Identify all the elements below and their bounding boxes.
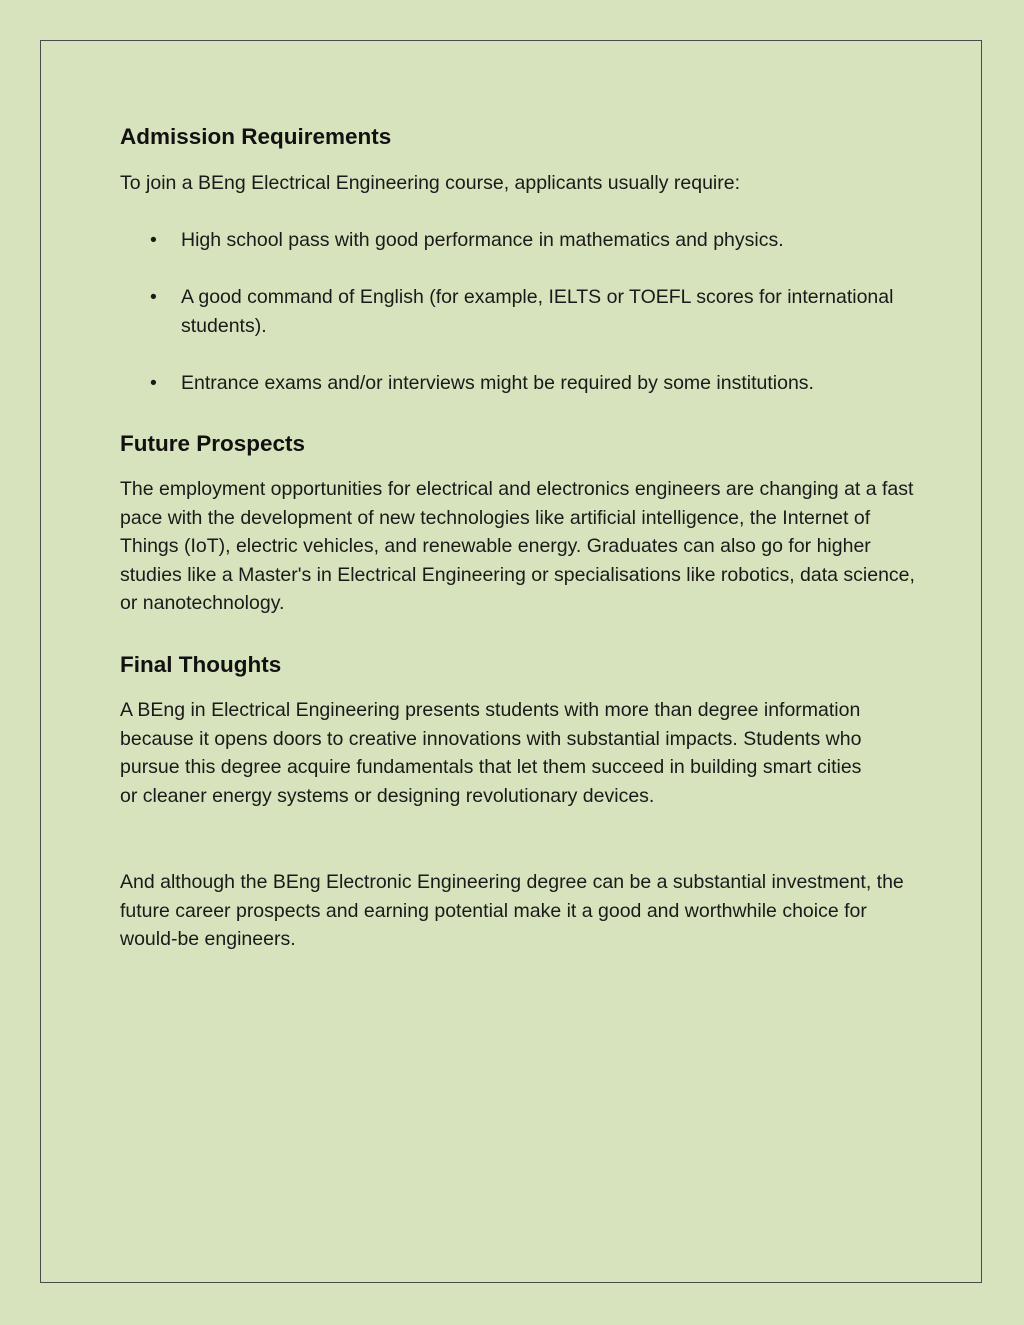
final-thoughts-section	[120, 648, 920, 951]
admission-heading: Admission Requirements	[120, 124, 392, 149]
future-body: The employment opportunities for electrical and electronics engineers are changing at a fast pace with the development of new technologies like artificial intelligence, the Internet of Things (IoT), electric vehicles, and renewable energy. Graduates can also go for higher studies like a Master's in Electrical Engineering or specialisations like robotics, data science, or nanotechnology.	[120, 478, 915, 615]
list-item-text: A good command of English (for example, IELTS or TOEFL scores for international students).	[181, 286, 894, 337]
list-item-text: High school pass with good performance in mathematics and physics.	[181, 229, 784, 251]
bullet-icon: •	[150, 286, 157, 308]
final-paragraph-2: And although the BEng Electronic Engineering degree can be a substantial investment, the future career prospects and earning potential make it a good and worthwhile choice for would-be engineers.	[120, 871, 904, 951]
list-item-text: Entrance exams and/or interviews might be required by some institutions.	[181, 372, 814, 394]
future-heading: Future Prospects	[120, 431, 306, 456]
bullet-icon: •	[150, 372, 157, 394]
final-heading: Final Thoughts	[120, 652, 282, 677]
admission-intro: To join a BEng Electrical Engineering course, applicants usually require:	[120, 172, 741, 194]
final-paragraph-1: A BEng in Electrical Engineering presents students with more than degree information because it opens doors to creative innovations with substantial impacts. Students who pursue this degree acquire fundamentals that let them succeed in building smart cities or cleaner energy systems or designing revolutionary devices.	[120, 699, 862, 807]
bullet-icon: •	[150, 229, 157, 251]
future-prospects-section	[120, 427, 920, 615]
